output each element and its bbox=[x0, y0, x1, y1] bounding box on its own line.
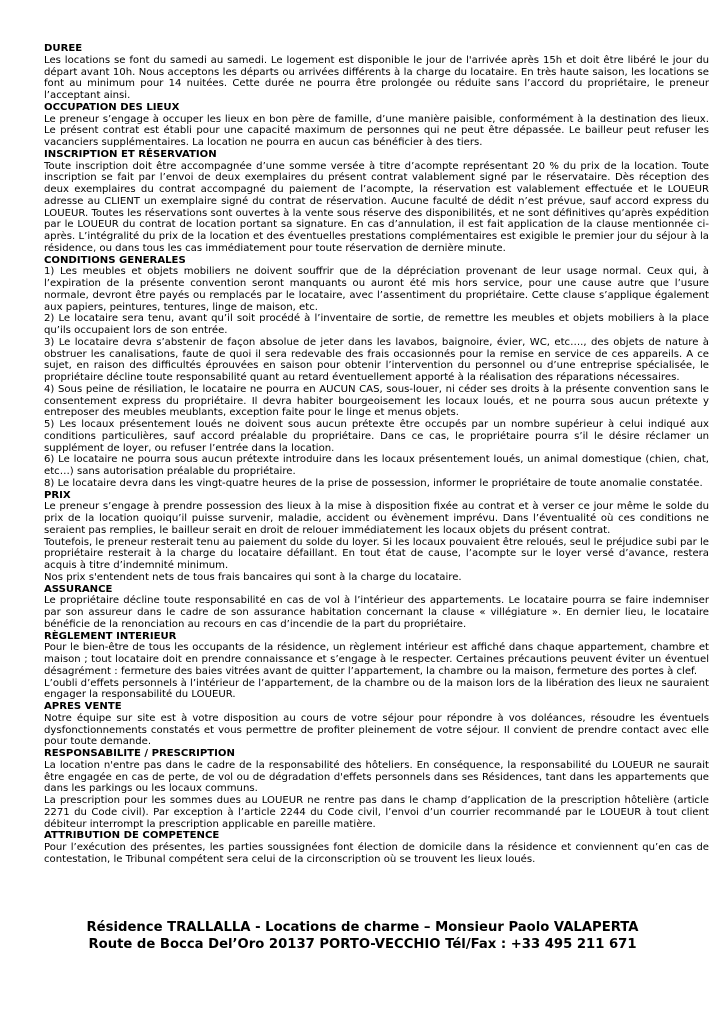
section-paragraph: L’oubli d’effets personnels à l’intérieur de l’appartement, de la chambre ou de la maison lors de la libération des lieux ne sauraient engager la responsabilité du LOUEUR. bbox=[44, 677, 709, 701]
section-heading: ASSURANCE bbox=[44, 583, 113, 595]
section-paragraph: Nos prix s'entendent nets de tous frais bancaires qui sont à la charge du locataire. bbox=[44, 571, 462, 583]
section-assurance bbox=[44, 584, 709, 631]
document-footer bbox=[0, 919, 725, 953]
section-paragraph: Les locations se font du samedi au samedi. Le logement est disponible le jour de l'arrivée après 15h et doit être libéré le jour du départ avant 10h. Nous acceptons les départs ou arrivées différents à la charge du locataire. En très haute saison, les locations se font au minimum pour 14 nuitées. Cette durée ne pourra être prolongée ou réduite sans l’accord du propriétaire, le preneur l’acceptant ainsi. bbox=[44, 54, 709, 101]
section-paragraph: Toute inscription doit être accompagnée d’une somme versée à titre d’acompte représentant 20 % du prix de la location. Toute inscription se fait par l’envoi de deux exemplaires du présent contrat valablement signé par le réservataire. Dès réception des deux exemplaires du contrat accompagné du paiement de l’acompte, la réservation est valablement effectuée et le LOUEUR adresse au CLIENT un exemplaire signé du contrat de réservation. Aucune faculté de dédit n’est prévue, sauf accord express du LOUEUR. Toutes les réservations sont ouvertes à la vente sous réserve des disponibilités, et ne sont définitives qu’après expédition par le LOUEUR du contrat de location portant sa signature. En cas d’annulation, il est fait application de la clause mentionnée ci-après. L’intégralité du prix de la location et des éventuelles prestations complémentaires est exigible le premier jour du séjour à la résidence, ou dans tous les cas immédiatement pour toute réservation de dernière minute. bbox=[44, 160, 709, 254]
section-heading: OCCUPATION DES LIEUX bbox=[44, 101, 180, 113]
section-responsabilite bbox=[44, 748, 709, 830]
section-conditions bbox=[44, 255, 709, 490]
section-heading: APRES VENTE bbox=[44, 701, 122, 712]
footer-residence-line: Résidence TRALLALLA - Locations de charme – Monsieur Paolo VALAPERTA bbox=[86, 920, 639, 935]
section-paragraph: Le preneur s’engage à occuper les lieux en bon père de famille, d’une manière paisible, conformément à la destination des lieux. Le présent contrat est établi pour une capacité maximum de personnes qui ne peut être dépassée. Le bailleur peut refuser les vacanciers supplémentaires. La location ne pourra en aucun cas bénéficier à des tiers. bbox=[44, 113, 709, 148]
section-paragraph: La location n'entre pas dans le cadre de la responsabilité des hôteliers. En conséquence, la responsabilité du LOUEUR ne saurait être engagée en cas de perte, de vol ou de dégradation d'effets personnels dans ses Résidences, tant dans les appartements que dans les parkings ou les locaux communs. bbox=[44, 759, 709, 795]
clause-5: 5) Les locaux présentement loués ne doivent sous aucun prétexte être occupés par un nombre supérieur à celui indiqué aux conditions particulières, sauf accord préalable du propriétaire. Dans ce cas, le propriétaire pourra s’il le désire réclamer un supplément de loyer, ou refuser l’entrée dans la location. bbox=[44, 419, 709, 454]
section-occupation bbox=[44, 102, 709, 149]
section-heading: RÈGLEMENT INTERIEUR bbox=[44, 630, 177, 642]
section-paragraph: Le preneur s’engage à prendre possession des lieux à la mise à disposition fixée au contrat et à verser ce jour même le solde du prix de la location quoiqu’il puisse survenir, maladie, accident ou évènement imprévu. Dans l’éventualité où ces conditions ne seraient pas remplies, le bailleur serait en droit de relouer immédiatement les locaux objets du présent contrat. bbox=[44, 501, 709, 536]
section-heading: ATTRIBUTION DE COMPETENCE bbox=[44, 830, 220, 842]
section-paragraph: Notre équipe sur site est à votre disposition au cours de votre séjour pour répondre à vos doléances, résoudre les éventuels dysfonctionnements constatés et vous permettre de profiter pleinement de votre séjour. Il convient de prendre contact avec elle pour toute demande. bbox=[44, 712, 709, 748]
section-heading: RESPONSABILITE / PRESCRIPTION bbox=[44, 748, 235, 759]
clause-1: 1) Les meubles et objets mobiliers ne doivent souffrir que de la dépréciation provenant de leur usage normal. Ceux qui, à l’expiration de la présente convention seront manquants ou auront été mis hors service, pour une cause autre que l’usure normale, devront être payés ou remplacés par le locataire, avec l’assentiment du propriétaire. Cette clause s’applique également aux papiers, peintures, tentures, linge de maison, etc. bbox=[44, 266, 709, 313]
clause-2: 2) Le locataire sera tenu, avant qu’il soit procédé à l’inventaire de sortie, de remettre les meubles et objets mobiliers à la place qu’ils occupaient lors de son entrée. bbox=[44, 313, 709, 336]
clause-4: 4) Sous peine de résiliation, le locataire ne pourra en AUCUN CAS, sous-louer, ni céder ses droits à la présente convention sans le consentement express du propriétaire. Il devra habiter bourgeoisement les locaux loués, et ne pourra sous aucun prétexte y entreposer des meubles meublants, exception faite pour le linge et menus objets. bbox=[44, 383, 709, 419]
section-heading: INSCRIPTION ET RÉSERVATION bbox=[44, 148, 217, 160]
section-heading: DUREE bbox=[44, 43, 83, 54]
section-heading: CONDITIONS GENERALES bbox=[44, 254, 186, 266]
section-paragraph: Pour le bien-être de tous les occupants de la résidence, un règlement intérieur est affiché dans chaque appartement, chambre et maison ; tout locataire doit en prendre connaissance et s’engage à le respecter. Certaines précautions peuvent éviter un éventuel désagrément : fermeture des baies vitrées avant de quitter l’appartement, la chambre ou la maison, fermeture des portes à clef. bbox=[44, 642, 709, 677]
section-prix bbox=[44, 490, 709, 584]
clause-3: 3) Le locataire devra s’abstenir de façon absolue de jeter dans les lavabos, baignoire, évier, WC, etc…., des objets de nature à obstruer les canalisations, faute de quoi il sera redevable des frais occasionnés pour la remise en service de ces appareils. A ce sujet, en raison des difficultés éprouvées en saison pour obtenir l’intervention du personnel ou d’une entreprise spécialisée, le propriétaire décline toute responsabilité quant au retard éventuellement apporté à la réalisation des réparations nécessaires. bbox=[44, 336, 709, 383]
section-heading: PRIX bbox=[44, 489, 71, 501]
section-attribution bbox=[44, 830, 709, 865]
section-paragraph: Toutefois, le preneur resterait tenu au paiement du solde du loyer. Si les locaux pouvaient être reloués, seul le préjudice subi par le propriétaire resterait à la charge du locataire défaillant. En tout état de cause, l’acompte sur le loyer versé d’avance, restera acquis à titre d’indemnité minimum. bbox=[44, 536, 709, 571]
footer-address-line: Route de Bocca Del’Oro 20137 PORTO-VECCHIO Tél/Fax : +33 495 211 671 bbox=[88, 937, 637, 952]
section-apres-vente bbox=[44, 701, 709, 748]
section-paragraph: Le propriétaire décline toute responsabilité en cas de vol à l’intérieur des appartements. Le locataire pourra se faire indemniser par son assureur dans le cadre de son assurance habitation concernant la clause « villégiature ». En dernier lieu, le locataire bénéficie de la renonciation au recours en cas d’incendie de la part du propriétaire. bbox=[44, 595, 709, 630]
section-paragraph: Pour l’exécution des présentes, les parties soussignées font élection de domicile dans la résidence et conviennent qu’en cas de contestation, le Tribunal compétent sera celui de la circonscription où se trouvent les lieux loués. bbox=[44, 842, 709, 865]
document-body bbox=[44, 43, 709, 866]
section-inscription bbox=[44, 149, 709, 255]
clause-8: 8) Le locataire devra dans les vingt-quatre heures de la prise de possession, informer le propriétaire de toute anomalie constatée. bbox=[44, 477, 703, 489]
clause-6: 6) Le locataire ne pourra sous aucun prétexte introduire dans les locaux présentement loués, un animal domestique (chien, chat, etc…) sans autorisation préalable du propriétaire. bbox=[44, 454, 709, 477]
section-paragraph: La prescription pour les sommes dues au LOUEUR ne rentre pas dans le champ d’application de la prescription hôtelière (article 2271 du Code civil). Par exception à l’article 2244 du Code civil, l’envoi d’un courrier recommandé par le LOUEUR à tout client débiteur interrompt la prescription applicable en pareille matière. bbox=[44, 795, 709, 830]
section-duree bbox=[44, 43, 709, 102]
section-reglement-interieur bbox=[44, 631, 709, 702]
